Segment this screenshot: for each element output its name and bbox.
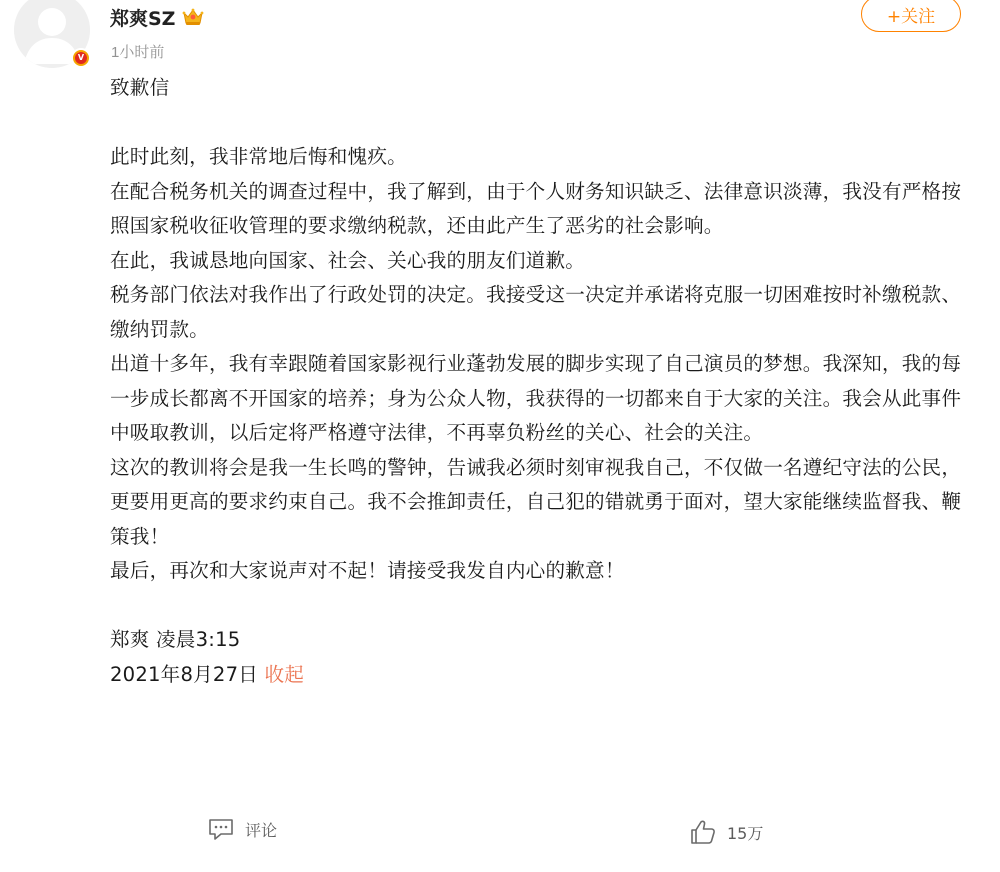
paragraph: 这次的教训将会是我一生长鸣的警钟，告诫我必须时刻审视我自己，不仅做一名遵纪守法的公民，更要用更高的要求约束自己。我不会推卸责任，自己犯的错就勇于面对，望大家能继续监督我、鞭策我！ [110, 455, 962, 548]
thumbs-up-icon [689, 818, 717, 846]
author-row [110, 4, 204, 30]
like-count: 15万 [727, 823, 764, 843]
action-bar [0, 815, 1000, 851]
paragraph: 此时此刻，我非常地后悔和愧疚。 [110, 145, 407, 168]
paragraph: 在配合税务机关的调查过程中，我了解到，由于个人财务知识缺乏、法律意识淡薄，我没有严格按照国家税收征收管理的要求缴纳税款，还由此产生了恶劣的社会影响。 [110, 179, 962, 237]
crown-vip-icon[interactable] [182, 7, 204, 27]
signature-line: 郑爽 凌晨3:15 [110, 628, 241, 651]
collapse-link[interactable]: 收起 [264, 662, 305, 686]
letter-date: 2021年8月27日 [110, 662, 259, 686]
verified-badge-icon: V [71, 48, 91, 68]
comment-label: 评论 [245, 820, 278, 840]
paragraph: 最后，再次和大家说声对不起！请接受我发自内心的歉意！ [110, 559, 625, 582]
follow-button[interactable]: +关注 [861, 0, 961, 32]
blank-line [110, 589, 980, 624]
author-name[interactable]: 郑爽SZ [110, 7, 176, 30]
letter-title: 致歉信 [110, 76, 170, 99]
paragraph: 在此，我诚恳地向国家、社会、关心我的朋友们道歉。 [110, 248, 586, 272]
date-line [110, 658, 980, 693]
post-content [110, 71, 980, 692]
comment-button[interactable] [207, 817, 277, 841]
post-time[interactable]: 1小时前 [111, 44, 165, 61]
blank-line [110, 106, 980, 141]
comment-icon [207, 817, 235, 841]
paragraph: 出道十多年，我有幸跟随着国家影视行业蓬勃发展的脚步实现了自己演员的梦想。我深知，我的每一步成长都离不开国家的培养；身为公众人物，我获得的一切都来自于大家的关注。我会从此事件中吸取教训，以后定将严格遵守法律，不再辜负粉丝的关心、社会的关注。 [110, 352, 962, 444]
like-button[interactable] [689, 818, 763, 846]
paragraph: 税务部门依法对我作出了行政处罚的决定。我接受这一决定并承诺将克服一切困难按时补缴税款、缴纳罚款。 [110, 283, 962, 341]
